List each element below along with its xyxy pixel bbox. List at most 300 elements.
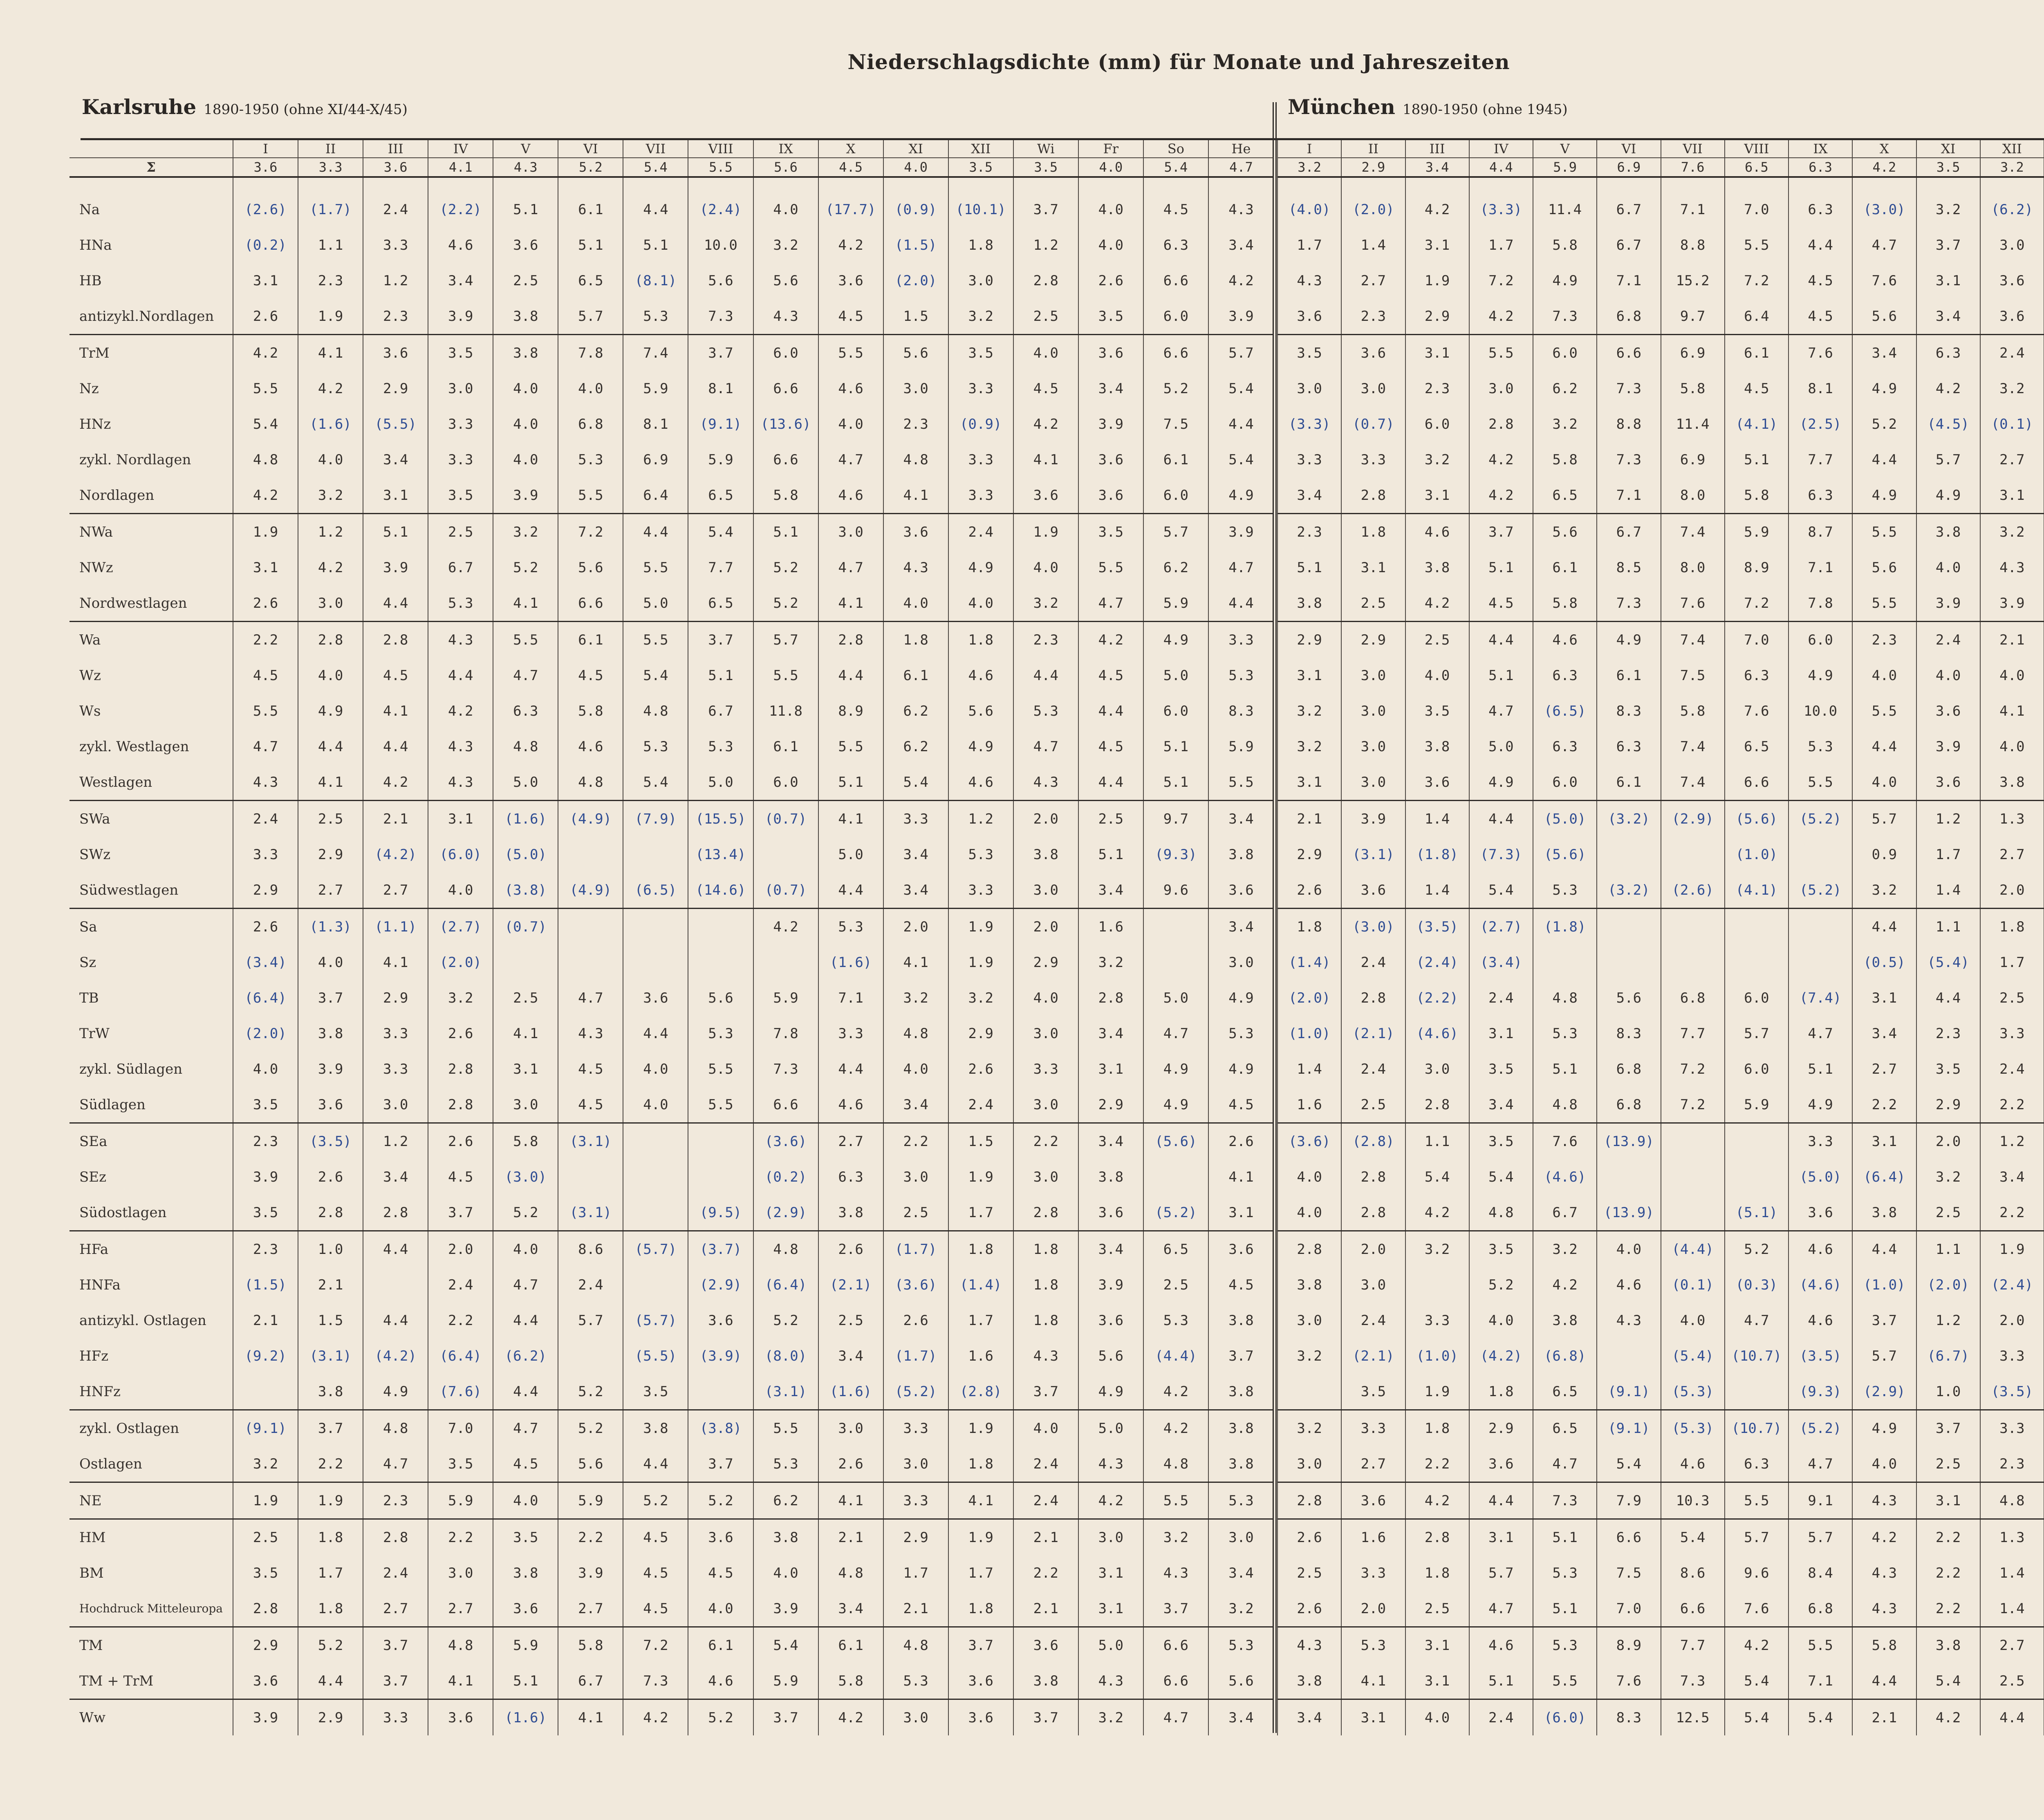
value-cell: 3.2 [493,514,558,550]
value-cell: 15.2 [1661,263,1725,298]
value-cell: 5.2 [623,1482,688,1519]
station-period: 1890-1950 (ohne XI/44-X/45) [204,101,408,118]
value-cell: 5.3 [428,585,493,622]
column-header: X [1852,140,1916,158]
value-cell: 3.5 [1469,1123,1533,1160]
value-cell: 5.9 [1143,585,1208,622]
value-cell: 2.9 [1469,1410,1533,1446]
value-cell: (3.6) [883,1267,948,1303]
value-cell: 3.4 [1916,298,1980,335]
value-cell: 12.5 [1661,1699,1725,1736]
row-label: Westlagen [79,774,152,790]
value-cell: 2.8 [818,622,883,658]
value-cell: 3.3 [1208,622,1273,658]
value-cell: 5.5 [753,1410,818,1446]
value-cell: 4.7 [493,1410,558,1446]
value-cell: 3.6 [1341,335,1405,371]
value-cell: 3.6 [688,1519,753,1556]
value-cell: 5.7 [1208,335,1273,371]
value-cell: 4.5 [623,1555,688,1591]
value-cell: 3.8 [493,298,558,335]
value-cell: 4.7 [1469,693,1533,729]
value-cell: 5.3 [1013,693,1078,729]
value-cell: (5.2) [883,1374,948,1410]
value-cell: (3.5) [1788,1338,1852,1374]
value-cell: 5.9 [1725,1087,1788,1123]
value-cell: 3.0 [883,371,948,406]
value-cell: 4.0 [298,658,363,693]
value-cell [688,909,753,945]
value-cell: 3.1 [1405,477,1469,514]
value-cell: 3.2 [428,980,493,1016]
value-cell: 5.2 [688,1699,753,1736]
value-cell: 4.6 [948,764,1013,801]
value-cell: 4.3 [1278,1627,1341,1663]
table-row [69,909,1273,945]
value-cell: 8.0 [1661,477,1725,514]
value-cell: 4.9 [1852,1410,1916,1446]
value-cell: 3.3 [1341,1555,1405,1591]
value-cell: 3.2 [948,298,1013,335]
sum-cell: 4.5 [818,158,883,177]
value-cell: 2.6 [298,1159,363,1195]
value-cell: 9.6 [1725,1555,1788,1591]
value-cell: 2.4 [428,1267,493,1303]
value-cell: 6.6 [1597,335,1661,371]
value-cell: 5.8 [818,1663,883,1699]
value-cell: 6.7 [558,1663,623,1699]
value-cell: 5.4 [1725,1663,1788,1699]
value-cell: 5.0 [493,764,558,801]
value-cell: 3.1 [1341,550,1405,585]
value-cell: 3.0 [1013,1159,1078,1195]
value-cell: 7.8 [1788,585,1852,622]
table-row [69,1410,1273,1446]
value-cell: (1.3) [298,909,363,945]
column-header-row [1278,140,2044,158]
value-cell: 4.9 [1208,477,1273,514]
row-label: Südlagen [79,1096,146,1113]
value-cell [233,1374,298,1410]
value-cell: 7.3 [1533,298,1597,335]
value-cell: 3.1 [1852,980,1916,1016]
value-cell: 6.6 [753,442,818,477]
value-cell: 5.1 [1143,729,1208,764]
value-cell: (2.2) [1405,980,1469,1016]
table-row [1278,1195,2044,1231]
sum-cell: 3.3 [298,158,363,177]
value-cell: 3.8 [1980,764,2044,801]
value-cell: 4.4 [493,1303,558,1338]
value-cell: 2.5 [1980,980,2044,1016]
table-row [1278,693,2044,729]
table-row [1278,1482,2044,1519]
value-cell: 2.9 [1078,1087,1143,1123]
value-cell: (3.6) [753,1123,818,1160]
value-cell: (1.0) [1852,1267,1916,1303]
value-cell: (3.3) [1469,177,1533,227]
value-cell: 3.1 [1405,1627,1469,1663]
value-cell: 5.3 [1533,1016,1597,1051]
value-cell: 3.9 [233,1699,298,1736]
value-cell: 5.9 [428,1482,493,1519]
value-cell: 3.6 [1208,872,1273,909]
value-cell: 4.1 [818,585,883,622]
value-cell: 7.5 [1661,658,1725,693]
value-cell: 5.6 [558,550,623,585]
value-cell: 3.6 [1916,764,1980,801]
value-cell: 2.4 [363,1555,428,1591]
value-cell: 3.9 [1208,514,1273,550]
value-cell: 3.6 [1341,872,1405,909]
value-cell: 2.1 [363,801,428,837]
value-cell: 4.8 [1533,1087,1597,1123]
value-cell: 5.1 [1469,550,1533,585]
row-label: zykl. Ostlagen [69,1410,233,1446]
value-cell: 3.4 [1208,227,1273,263]
column-header: V [493,140,558,158]
value-cell: 4.0 [493,371,558,406]
value-cell: 2.6 [233,909,298,945]
value-cell: (9.1) [233,1410,298,1446]
value-cell: 9.7 [1143,801,1208,837]
sum-cell: 2.9 [1341,158,1405,177]
value-cell: 6.1 [1725,335,1788,371]
value-cell: 2.8 [1013,1195,1078,1231]
value-cell: 1.5 [883,298,948,335]
value-cell: 3.9 [233,1159,298,1195]
value-cell: 2.2 [1852,1087,1916,1123]
column-header: XI [883,140,948,158]
value-cell: 6.0 [1725,1051,1788,1087]
value-cell: 2.3 [1013,622,1078,658]
value-cell: (14.6) [688,872,753,909]
value-cell: 4.7 [1852,227,1916,263]
row-label: Südwestlagen [79,882,179,898]
value-cell: 4.6 [1661,1446,1725,1482]
table-row [69,1051,1273,1087]
value-cell: 7.8 [558,335,623,371]
value-cell: 6.0 [1533,764,1597,801]
value-cell: 2.4 [1341,1303,1405,1338]
value-cell: 4.7 [363,1446,428,1482]
value-cell: 3.6 [493,227,558,263]
table-row [1278,622,2044,658]
value-cell: 1.9 [948,909,1013,945]
value-cell: 1.8 [1980,909,2044,945]
column-header: III [363,140,428,158]
value-cell: 4.1 [1341,1663,1405,1699]
value-cell: 2.9 [1341,622,1405,658]
value-cell: 3.4 [1078,1123,1143,1160]
table-row [69,477,1273,514]
value-cell: 4.1 [818,1482,883,1519]
value-cell: (6.0) [428,837,493,872]
table-row [69,622,1273,658]
value-cell: 2.4 [1980,1051,2044,1087]
value-cell: 2.3 [363,1482,428,1519]
value-cell: 5.5 [558,477,623,514]
sum-cell: 4.0 [1078,158,1143,177]
value-cell: 3.0 [1278,1303,1341,1338]
value-cell: (17.7) [818,177,883,227]
value-cell [623,1195,688,1231]
row-label: TrM [69,335,233,371]
value-cell: 5.3 [1533,1555,1597,1591]
column-header: Wi [1013,140,1078,158]
value-cell: 2.4 [1469,980,1533,1016]
value-cell: 5.0 [1143,980,1208,1016]
value-cell: (13.6) [753,406,818,442]
value-cell: 4.9 [1852,477,1916,514]
value-cell: 4.0 [1916,658,1980,693]
value-cell: 4.5 [1208,1087,1273,1123]
value-cell: 4.0 [1980,658,2044,693]
value-cell: 5.9 [688,442,753,477]
value-cell: 3.8 [1208,1446,1273,1482]
value-cell [688,1123,753,1160]
value-cell: 5.9 [1208,729,1273,764]
value-cell: 5.7 [558,298,623,335]
value-cell: 2.1 [233,1303,298,1338]
value-cell: 1.4 [1341,227,1405,263]
value-cell: (6.5) [1533,693,1597,729]
column-header-row [69,140,1273,158]
value-cell: 4.2 [1405,1195,1469,1231]
value-cell: 2.0 [428,1231,493,1267]
row-label: TM + TrM [79,1672,154,1689]
value-cell: 5.6 [688,980,753,1016]
value-cell: 5.0 [1469,729,1533,764]
value-cell: 4.2 [1405,1482,1469,1519]
value-cell: (3.7) [688,1231,753,1267]
value-cell: (3.0) [1852,177,1916,227]
value-cell: 6.1 [753,729,818,764]
row-label: Wa [69,622,233,658]
value-cell: 4.1 [363,945,428,980]
value-cell: 5.1 [1469,658,1533,693]
value-cell: 4.5 [623,1591,688,1627]
value-cell: 4.4 [1852,729,1916,764]
value-cell: 1.6 [948,1338,1013,1374]
value-cell: 2.2 [1405,1446,1469,1482]
value-cell: 4.0 [1405,658,1469,693]
value-cell: (0.5) [1852,945,1916,980]
table-row [1278,1446,2044,1482]
row-label: SEz [79,1169,107,1185]
value-cell: 5.5 [818,729,883,764]
value-cell: 4.3 [1143,1555,1208,1591]
table-row [1278,658,2044,693]
value-cell: 2.3 [1852,622,1916,658]
value-cell: 4.6 [1788,1303,1852,1338]
value-cell: 3.2 [948,980,1013,1016]
value-cell: 7.4 [1661,764,1725,801]
value-cell: 4.2 [1013,406,1078,442]
value-cell [1725,1159,1788,1195]
value-cell: 3.3 [948,872,1013,909]
value-cell: 4.6 [428,227,493,263]
value-cell: 6.2 [883,693,948,729]
value-cell: 2.1 [1852,1699,1916,1736]
value-cell: 7.1 [1597,477,1661,514]
value-cell: 5.6 [1852,550,1916,585]
value-cell: 2.1 [883,1591,948,1627]
value-cell: 5.2 [1852,406,1916,442]
value-cell: 4.4 [298,1663,363,1699]
value-cell: (4.6) [1405,1016,1469,1051]
sum-cell: 3.2 [1278,158,1341,177]
value-cell: 5.7 [1916,442,1980,477]
value-cell: 4.1 [298,764,363,801]
table-row [69,1374,1273,1410]
table-row [1278,1231,2044,1267]
column-header: So [1143,140,1208,158]
value-cell: 1.8 [1278,909,1341,945]
value-cell: 1.9 [1405,263,1469,298]
value-cell: 1.4 [1980,1591,2044,1627]
value-cell: (1.7) [883,1231,948,1267]
value-cell: 6.3 [1725,1446,1788,1482]
value-cell: 2.5 [883,1195,948,1231]
value-cell: 3.3 [428,406,493,442]
value-cell: (1.6) [493,801,558,837]
value-cell: 4.0 [493,1231,558,1267]
value-cell: 3.8 [1533,1303,1597,1338]
value-cell: 2.9 [233,872,298,909]
value-cell: 4.9 [948,729,1013,764]
value-cell: 3.2 [1278,729,1341,764]
value-cell: 4.9 [1788,1087,1852,1123]
column-header: VII [1661,140,1725,158]
value-cell: 3.3 [948,477,1013,514]
value-cell: 4.4 [818,658,883,693]
value-cell: 2.5 [1916,1195,1980,1231]
value-cell: 6.5 [688,585,753,622]
value-cell: 1.9 [948,1159,1013,1195]
row-label: BM [79,1565,104,1581]
value-cell: (0.1) [1661,1267,1725,1303]
value-cell: 6.1 [1597,764,1661,801]
value-cell: (9.5) [688,1195,753,1231]
value-cell: 4.5 [1208,1267,1273,1303]
row-label: NWa [69,514,233,550]
value-cell: 1.7 [948,1555,1013,1591]
value-cell: 4.0 [1013,550,1078,585]
value-cell: 1.8 [298,1591,363,1627]
value-cell: 3.8 [753,1519,818,1556]
value-cell: 3.2 [1278,1338,1341,1374]
value-cell: 4.8 [428,1627,493,1663]
table-row [1278,872,2044,909]
value-cell: 2.5 [1143,1267,1208,1303]
value-cell: 4.0 [1469,1303,1533,1338]
value-cell: 3.9 [1078,1267,1143,1303]
value-cell: 3.6 [1013,1627,1078,1663]
value-cell: 5.6 [883,335,948,371]
value-cell: 5.6 [558,1446,623,1482]
value-cell: (3.6) [1278,1123,1341,1160]
value-cell: 7.2 [1661,1051,1725,1087]
value-cell: 4.0 [818,406,883,442]
value-cell: 6.6 [1597,1519,1661,1556]
value-cell: 6.2 [883,729,948,764]
value-cell: 1.9 [298,1482,363,1519]
value-cell: 5.6 [688,263,753,298]
value-cell: 6.3 [1725,658,1788,693]
value-cell: 4.8 [1980,1482,2044,1519]
value-cell: 3.6 [948,1699,1013,1736]
value-cell: 1.7 [883,1555,948,1591]
value-cell: 4.9 [1916,477,1980,514]
value-cell: 3.8 [493,1555,558,1591]
value-cell: 3.1 [1405,335,1469,371]
value-cell: 5.5 [1852,693,1916,729]
value-cell: 4.7 [558,980,623,1016]
value-cell: 3.8 [1852,1195,1916,1231]
value-cell: 3.7 [1143,1591,1208,1627]
value-cell: 3.0 [948,263,1013,298]
value-cell: 4.2 [1078,1482,1143,1519]
value-cell: 2.4 [558,1267,623,1303]
value-cell: 6.5 [558,263,623,298]
value-cell: 3.8 [1916,514,1980,550]
table-row [69,227,1273,263]
value-cell: 4.7 [1143,1016,1208,1051]
value-cell: 4.7 [818,442,883,477]
sum-cell: 4.4 [1469,158,1533,177]
value-cell: 2.5 [818,1303,883,1338]
row-label: zykl. Westlagen [79,738,189,755]
value-cell: 3.0 [1013,1016,1078,1051]
value-cell: 10.0 [688,227,753,263]
value-cell: 5.8 [1725,477,1788,514]
value-cell: 5.0 [1143,658,1208,693]
table-row [69,1627,1273,1663]
value-cell: 5.1 [688,658,753,693]
value-cell [1533,945,1597,980]
value-cell: 2.9 [298,837,363,872]
value-cell: 2.2 [1013,1123,1078,1160]
value-cell: 1.8 [1469,1374,1533,1410]
value-cell: (15.5) [688,801,753,837]
value-cell: 3.8 [1208,1303,1273,1338]
value-cell: 2.9 [298,1699,363,1736]
value-cell: 6.5 [1533,1410,1597,1446]
value-cell: (5.7) [623,1231,688,1267]
row-label: zykl. Südlagen [79,1061,183,1077]
header-blank [69,140,233,158]
value-cell: 2.0 [1980,872,2044,909]
value-cell: 6.5 [1143,1231,1208,1267]
value-cell: 2.4 [1469,1699,1533,1736]
value-cell: 6.0 [1405,406,1469,442]
sum-cell: 3.5 [1916,158,1980,177]
table-row [69,1446,1273,1482]
value-cell: 2.1 [1013,1591,1078,1627]
value-cell: 1.6 [1278,1087,1341,1123]
table-row [1278,371,2044,406]
value-cell: 5.5 [688,1051,753,1087]
value-cell: (6.4) [1852,1159,1916,1195]
value-cell: 3.8 [623,1410,688,1446]
value-cell: (1.0) [1725,837,1788,872]
value-cell: 5.8 [1661,371,1725,406]
value-cell: 4.9 [1788,658,1852,693]
value-cell: 5.3 [818,909,883,945]
value-cell: 4.1 [298,335,363,371]
sum-row [1278,158,2044,177]
